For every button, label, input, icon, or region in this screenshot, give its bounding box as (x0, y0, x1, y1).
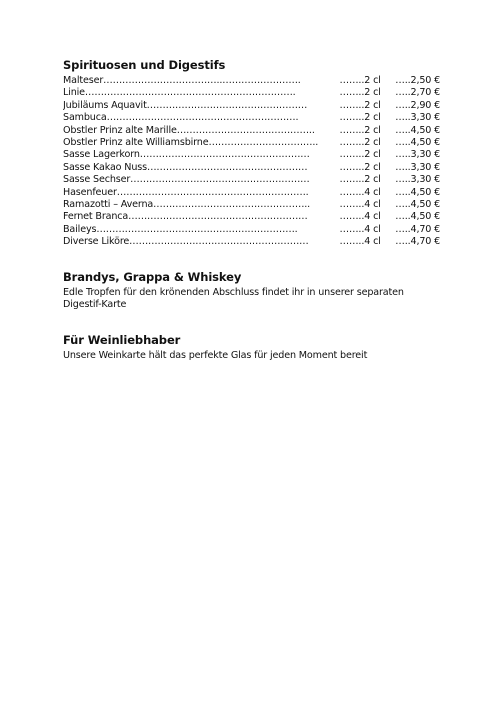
menu-row (63, 187, 443, 199)
menu-item-name: Sambuca……………………………………………………. (63, 112, 299, 124)
menu-row (63, 125, 443, 137)
menu-item-name: Ramazotti – Averna………………………………………….. (63, 199, 311, 211)
menu-item-name: Malteser………………………………..……………………. (63, 75, 301, 86)
menu-item-price: …..3,30 € (395, 161, 441, 173)
menu-item-price: …..4,50 € (395, 137, 441, 149)
menu-row (63, 100, 443, 112)
menu-item-price: …..4,70 € (395, 236, 441, 248)
menu-item-name: Diverse Liköre………………………………………………… (63, 236, 309, 248)
menu-row (63, 149, 443, 161)
menu-item-name: Hasenfeuer……………………………………………………. (63, 186, 309, 198)
menu-item-quantity: ……..4 cl (339, 186, 381, 198)
menu-row (63, 174, 443, 186)
menu-item-name: Fernet Branca………………………………………………… (63, 211, 308, 223)
section-title-brandys: Brandys, Grappa & Whiskey (63, 269, 242, 284)
menu-item-price: …..3,30 € (395, 112, 441, 124)
menu-item-price: …..4,50 € (395, 211, 441, 223)
menu-row (63, 199, 443, 211)
section-text-brandys: Edle Tropfen für den krönenden Abschluss findet ihr in unserer separaten Digestif-Karte (63, 286, 404, 311)
menu-row (63, 87, 443, 99)
menu-row (63, 236, 443, 248)
spirits-list (63, 75, 443, 249)
menu-item-price: …..4,50 € (395, 124, 441, 136)
menu-item-quantity: ……..2 cl (339, 174, 381, 186)
section-title-wine: Für Weinliebhaber (63, 332, 181, 347)
section-wine (63, 333, 443, 362)
menu-item-price: …..3,30 € (395, 174, 441, 186)
menu-item-name: Sasse Sechser………………………………………………… (63, 174, 310, 186)
menu-item-quantity: ……..2 cl (339, 75, 381, 86)
menu-item-name: Linie…………………………………………………………. (63, 87, 296, 99)
menu-item-price: …..4,50 € (395, 186, 441, 198)
menu-item-price: …..2,50 € (395, 75, 441, 86)
menu-page (63, 58, 443, 383)
menu-item-price: …..4,50 € (395, 199, 441, 211)
menu-item-quantity: ……..2 cl (339, 149, 381, 161)
section-title-spirits: Spirituosen und Digestifs (63, 58, 226, 72)
menu-item-name: Jubiläums Aquavit…………………………………………… (63, 99, 308, 111)
menu-item-name: Obstler Prinz alte Marille…………………………………….. (63, 124, 315, 136)
menu-row (63, 211, 443, 223)
menu-item-quantity: ……..2 cl (339, 99, 381, 111)
menu-item-quantity: ……..4 cl (339, 199, 381, 211)
menu-row (63, 162, 443, 174)
menu-item-quantity: ……..2 cl (339, 137, 381, 149)
menu-item-quantity: ……..4 cl (339, 236, 381, 248)
menu-item-name: Obstler Prinz alte Williamsbirne…………………………….. (63, 137, 319, 149)
menu-item-name: Sasse Kakao Nuss…………………………………………… (63, 161, 308, 173)
section-text-wine: Unsere Weinkarte hält das perfekte Glas für jeden Moment bereit (63, 349, 368, 361)
menu-item-price: …..3,30 € (395, 149, 441, 161)
section-brandys (63, 270, 443, 312)
menu-item-price: …..4,70 € (395, 223, 441, 235)
menu-item-name: Baileys………………………………………………………. (63, 223, 298, 235)
menu-row (63, 224, 443, 236)
menu-item-quantity: ……..2 cl (339, 112, 381, 124)
menu-row (63, 75, 443, 87)
menu-item-quantity: ……..2 cl (339, 124, 381, 136)
menu-item-price: …..2,70 € (395, 87, 441, 99)
menu-item-name: Sasse Lagerkorn……………………………………………… (63, 149, 310, 161)
menu-item-price: …..2,90 € (395, 99, 441, 111)
section-spirits (63, 58, 443, 249)
menu-item-quantity: ……..2 cl (339, 87, 381, 99)
menu-item-quantity: ……..4 cl (339, 211, 381, 223)
menu-row (63, 137, 443, 149)
menu-item-quantity: ……..2 cl (339, 161, 381, 173)
menu-row (63, 112, 443, 124)
menu-item-quantity: ……..4 cl (339, 223, 381, 235)
